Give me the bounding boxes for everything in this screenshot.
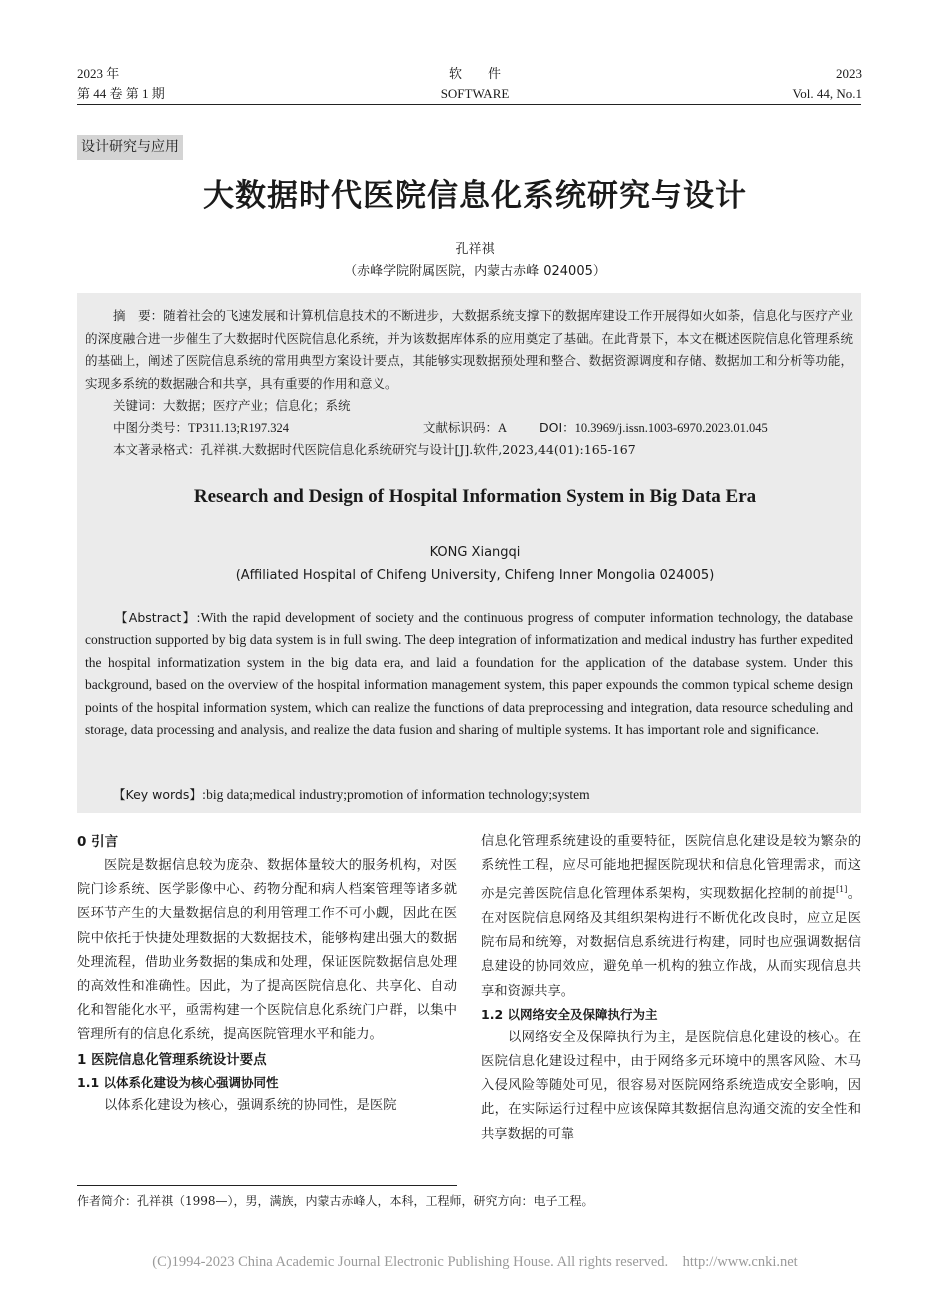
keywords-en	[113, 785, 590, 805]
heading-section-1-1: 1.1 以体系化建设为核心强调协同性	[77, 1074, 279, 1090]
paragraph-section-1-2: 以网络安全及保障执行为主，是医院信息化建设的核心。在医院信息化建设过程中，由于网络多元环境中的黑客风险、木马入侵风险等随处可见，很容易对医院网络系统造成安全影响，因此，在实际运行过程中应该保障其数据信息沟通交流的安全性和共享数据的可靠	[481, 1029, 861, 1142]
abstract-en-text: With the rapid development of society and the continuous progress of computer information technology, the database construction supported by big data system is in full swing. The deep integration of informatization and medical industry has further expedited the hospital informatization system in the big data era, and laid a foundation for the application of the database system. Under this background, based on the overview of the hospital information management system, this paper expounds the common typical scheme design points of the hospital information system, which can realize the functions of data preprocessing and integration, data resource scheduling and storage, data processing and analysis, and realize the data fusion and sharing of multiple systems. It has important role and significance.	[85, 610, 854, 738]
reference-1[interactable]: [1]	[836, 885, 848, 895]
paragraph-introduction: 医院是数据信息较为庞杂、数据体量较大的服务机构，对医院门诊系统、医学影像中心、药物分配和病人档案管理等诸多就医环节产生的大量数据信息的利用管理工作不可小觑，因此在医院中依托于快捷处理数据的大数据技术，能够构建出强大的数据处理流程，借助业务数据的集成和处理，保证医院数据信息处理的高效性和准确性。因此，为了提高医院信息化、共享化、自动化和智能化水平，亟需构建一个医院信息化系统门户群，以集中管理所有的信息化系统，提高医院管理水平和能力。	[77, 858, 457, 1043]
doc-code	[423, 418, 507, 438]
clc-text: TP311.13;R197.324	[188, 421, 289, 435]
body-column-left	[77, 830, 457, 1118]
abstract-cn-label: 摘 要：	[113, 308, 164, 323]
header-volume: Vol. 44, No.1	[792, 86, 862, 101]
doi	[539, 418, 768, 438]
author-name-en: KONG Xiangqi	[429, 545, 521, 560]
header-year-right: 2023	[836, 66, 862, 81]
section-tag: 设计研究与应用	[77, 135, 183, 160]
doi-label: DOI：	[539, 420, 575, 435]
header-rule	[77, 104, 861, 105]
author-affiliation: （赤峰学院附属医院，内蒙古赤峰 024005）	[344, 264, 606, 279]
author-name: 孔祥祺	[455, 242, 495, 257]
body-column-right	[481, 830, 861, 1147]
citation	[113, 440, 636, 460]
heading-section-1-2: 1.2 以网络安全及保障执行为主	[481, 1006, 658, 1022]
doc-code-text: A	[498, 421, 508, 435]
footnote-rule	[77, 1185, 457, 1186]
keywords-cn-text: 大数据；医疗产业；信息化；系统	[163, 398, 351, 413]
paragraph-section-1-1: 以体系化建设为核心，强调系统的协同性，是医院	[104, 1097, 397, 1113]
keywords-cn-label: 关键词：	[113, 398, 164, 413]
author-footnote: 作者简介：孔祥祺（1998—），男，满族，内蒙古赤峰人，本科，工程师，研究方向：电子工程。	[77, 1194, 594, 1208]
author-affiliation-en: (Affiliated Hospital of Chifeng University, Chifeng Inner Mongolia 024005)	[235, 568, 715, 583]
paragraph-cont-b: 。在对医院信息网络及其组织架构进行不断优化改良时，应立足医院布局和统筹，对数据信息系统进行构建，同时也应强调数据信息建设的协同效应，避免单一机构的独立作战，从而实现信息共享和资源共享。	[481, 886, 862, 999]
citation-text: 孔祥祺.大数据时代医院信息化系统研究与设计[J].软件,2023,44(01):165-167	[200, 442, 636, 457]
keywords-en-text: big data;medical industry;promotion of information technology;system	[206, 787, 590, 802]
paragraph-cont-a: 信息化管理系统建设的重要特征，医院信息化建设是较为繁杂的系统性工程，应尽可能地把握医院现状和信息化管理需求，而这亦是完善医院信息化管理体系架构，实现数据化控制的前提	[481, 834, 861, 902]
paragraph-section-1-1-cont	[481, 830, 861, 1004]
citation-label: 本文著录格式：	[113, 442, 201, 457]
keywords-cn	[113, 396, 351, 416]
classification-line	[113, 418, 289, 438]
header-issue: 第 44 卷 第 1 期	[77, 86, 165, 101]
abstract-cn-text: 随着社会的飞速发展和计算机信息技术的不断进步，大数据系统支撑下的数据库建设工作开展得如火如荼，信息化与医疗产业的深度融合进一步催生了大数据时代医院信息化系统，并为该数据库体系的应用奠定了基础。在此背景下，本文在概述医院信息化管理系统的基础上，阐述了医院信息系统的常用典型方案设计要点，其能够实现数据预处理和整合、数据资源调度和存储、数据加工和分析等功能，实现多系统的数据融合和共享，具有重要的作用和意义。	[85, 308, 853, 391]
header-year: 2023 年	[77, 66, 120, 81]
abstract-en	[85, 607, 853, 741]
header-right	[793, 64, 862, 104]
abstract-cn	[85, 305, 853, 395]
journal-name-cn: 软 件	[448, 66, 501, 81]
copyright-line: (C)1994-2023 China Academic Journal Electronic Publishing House. All rights reserved. http://www.cnki.net	[152, 1254, 798, 1270]
doi-text[interactable]: 10.3969/j.issn.1003-6970.2023.01.045	[574, 421, 768, 435]
clc-label: 中图分类号：	[113, 420, 189, 435]
paper-title-en: Research and Design of Hospital Information System in Big Data Era	[193, 486, 757, 507]
heading-section-1: 1 医院信息化管理系统设计要点	[77, 1051, 267, 1068]
paper-title: 大数据时代医院信息化系统研究与设计	[203, 178, 747, 214]
doc-code-label: 文献标识码：	[423, 420, 499, 435]
abstract-en-label: 【Abstract】:	[115, 610, 201, 625]
journal-name-en: SOFTWARE	[440, 86, 510, 101]
heading-introduction: 0 引言	[77, 834, 119, 850]
keywords-en-label: 【Key words】:	[113, 787, 207, 802]
